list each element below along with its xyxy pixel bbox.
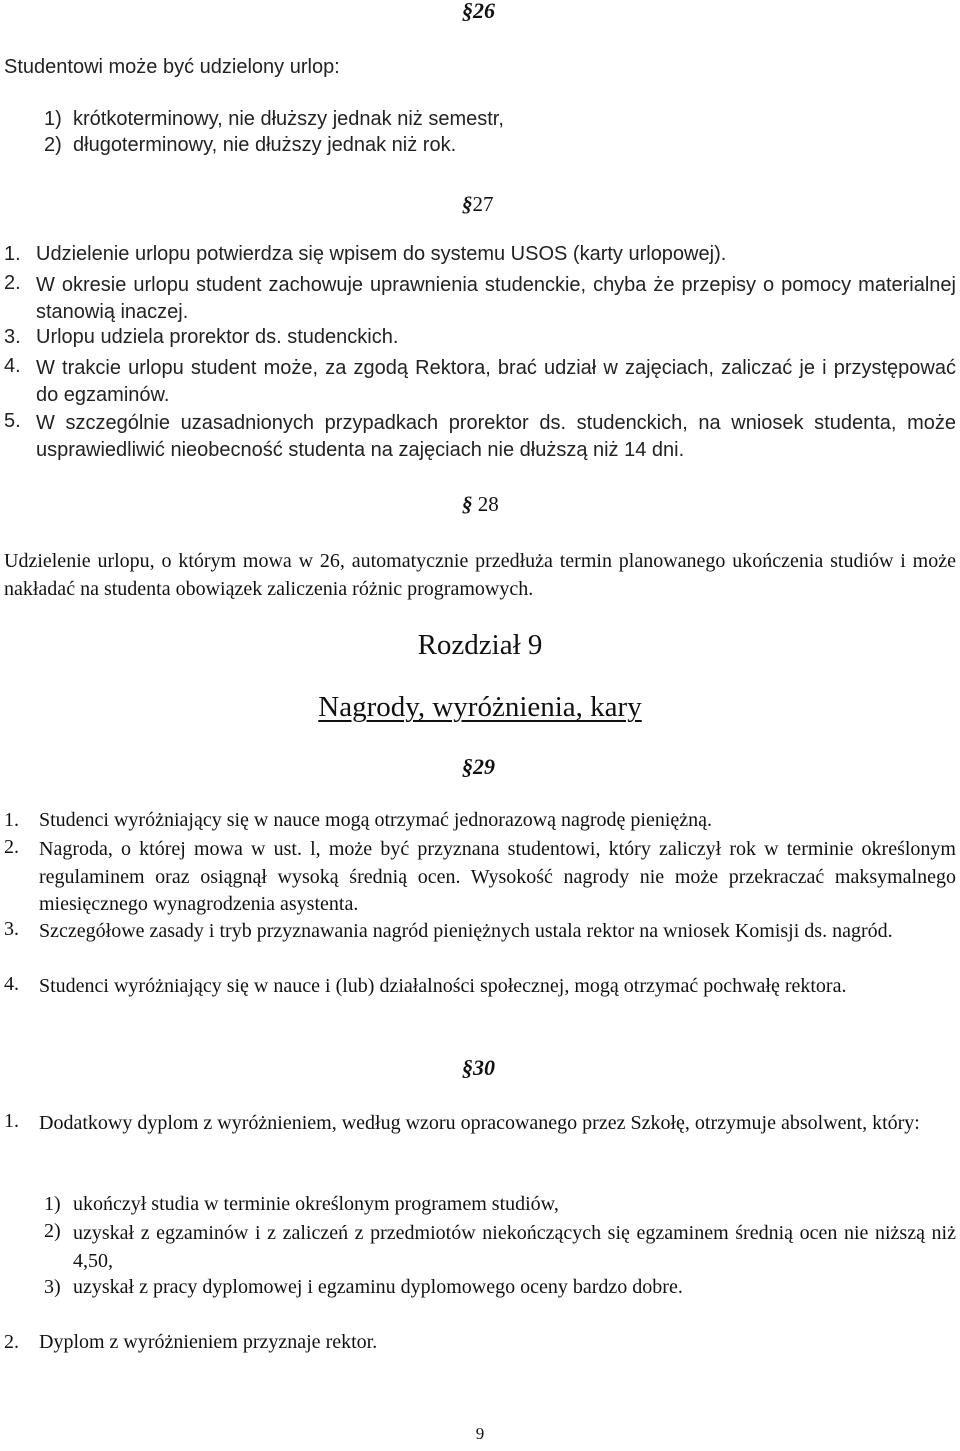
- list-item: 4. W trakcie urlopu student może, za zgodą Rektora, brać udział w zajęciach, zaliczać je i przystępować do egzaminów.: [4, 355, 956, 406]
- list-item: 2. W okresie urlopu student zachowuje uprawnienia studenckie, chyba że przepisy o pomocy materialnej stanowią inaczej.: [4, 272, 956, 323]
- section-30-heading: §30: [462, 1055, 495, 1080]
- sub-list-item: 3) uzyskał z pracy dyplomowej i egzaminu dyplomowego oceny bardzo dobre.: [44, 1276, 683, 1298]
- list-item: 2. Dyplom z wyróżnieniem przyznaje rektor.: [4, 1331, 378, 1353]
- section-28-text: Udzielenie urlopu, o którym mowa w 26, automatycznie przedłuża termin planowanego ukończenia studiów i może nakładać na studenta obowiązek zaliczenia różnic programowych.: [4, 550, 956, 600]
- list-item: 1. Udzielenie urlopu potwierdza się wpisem do systemu USOS (karty urlopowej).: [4, 243, 727, 265]
- section-29-heading: §29: [462, 754, 495, 779]
- list-item: 3. Urlopu udziela prorektor ds. studenckich.: [4, 326, 399, 348]
- sub-list-item: 2) uzyskał z egzaminów i z zaliczeń z przedmiotów niekończących się egzaminem średnią ocen nie niższą niż 4,50,: [44, 1220, 956, 1272]
- list-item: 4. Studenci wyróżniający się w nauce i (lub) działalności społecznej, mogą otrzymać pochwałę rektora.: [4, 973, 847, 997]
- list-item: 2. Nagroda, o której mowa w ust. l, może być przyznana studentowi, który zaliczył rok w terminie określonym regulaminem oraz osiągnął wysoką średnią ocen. Wysokość nagrody nie może przekraczać maksymalnego miesięcznego wynagrodzenia asystenta.: [4, 836, 956, 915]
- chapter-subtitle: Nagrody, wyróżnienia, kary: [318, 691, 642, 723]
- list-item: 1. Studenci wyróżniający się w nauce mogą otrzymać jednorazową nagrodę pieniężną.: [4, 809, 713, 831]
- section-27-heading: §27: [462, 192, 494, 216]
- list-item: 3. Szczegółowe zasady i tryb przyznawania nagród pieniężnych ustala rektor na wniosek Komisji ds. nagród.: [4, 918, 893, 942]
- list-item: 5. W szczególnie uzasadnionych przypadkach prorektor ds. studenckich, na wniosek studenta, może usprawiedliwić nieobecność studenta na zajęciach nie dłuższą niż 14 dni.: [4, 410, 956, 461]
- sub-list-item: 1) ukończył studia w terminie określonym programem studiów,: [44, 1193, 559, 1215]
- chapter-title: Rozdział 9: [417, 629, 543, 661]
- list-item: 1. Dodatkowy dyplom z wyróżnieniem, według wzoru opracowanego przez Szkołę, otrzymuje absolwent, który:: [4, 1110, 920, 1134]
- list-item: 1) krótkoterminowy, nie dłuższy jednak niż semestr,: [44, 108, 504, 130]
- page-number: 9: [475, 1424, 485, 1443]
- section-28-heading: § 28: [462, 492, 499, 516]
- section-26-intro: Studentowi może być udzielony urlop:: [4, 56, 340, 78]
- section-26-heading: §26: [462, 0, 495, 23]
- list-item: 2) długoterminowy, nie dłuższy jednak niż rok.: [44, 134, 457, 156]
